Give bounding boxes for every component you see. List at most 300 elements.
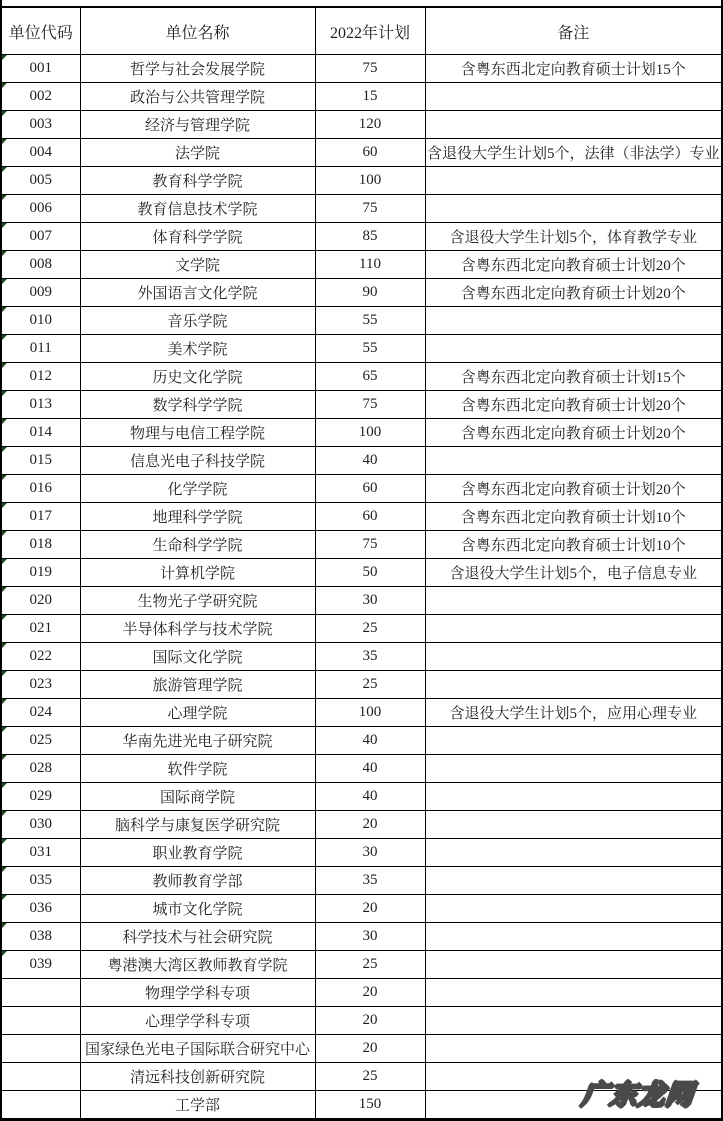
unit-name-cell-text: 历史文化学院: [152, 370, 243, 386]
cell-error-triangle-icon: [2, 895, 7, 900]
unit-code-cell: [1, 111, 80, 139]
cell-error-triangle-icon: [2, 839, 7, 844]
unit-code-cell: [1, 251, 80, 279]
unit-code-cell-text: 013: [29, 396, 52, 412]
plan-count-cell: [315, 867, 425, 895]
header-unit-name: 单位名称: [80, 7, 315, 55]
unit-code-cell: [1, 335, 80, 363]
unit-code-cell: [1, 1007, 80, 1035]
unit-name-cell: [80, 1091, 315, 1120]
unit-code-cell-text: 020: [29, 592, 52, 608]
remark-cell-text: 含退役大学生计划5个，法律（非法学）专业: [426, 146, 720, 162]
unit-code-cell: [1, 755, 80, 783]
unit-name-cell: [80, 923, 315, 951]
remark-cell: [425, 531, 722, 559]
unit-code-cell: [1, 811, 80, 839]
remark-cell: [425, 1035, 722, 1063]
unit-name-cell: [80, 699, 315, 727]
unit-name-cell: [80, 419, 315, 447]
remark-cell: [425, 363, 722, 391]
plan-count-cell: [315, 503, 425, 531]
plan-count-cell-text: 30: [362, 592, 378, 608]
cell-error-triangle-icon: [2, 363, 7, 368]
cell-error-triangle-icon: [2, 223, 7, 228]
remark-cell: [425, 839, 722, 867]
plan-count-cell: [315, 391, 425, 419]
plan-count-cell-text: 110: [359, 256, 381, 272]
unit-name-cell-text: 软件学院: [167, 762, 228, 778]
unit-name-cell: [80, 307, 315, 335]
remark-cell: [425, 923, 722, 951]
remark-cell: [425, 1007, 722, 1035]
unit-name-cell-text: 教师教育学部: [152, 874, 243, 890]
unit-code-cell-text: 038: [29, 928, 52, 944]
header-unit-code: 单位代码: [1, 7, 80, 55]
remark-cell: [425, 559, 722, 587]
plan-count-cell-text: 100: [358, 704, 382, 720]
plan-count-cell: [315, 223, 425, 251]
cell-error-triangle-icon: [2, 335, 7, 340]
unit-name-cell: [80, 1007, 315, 1035]
unit-code-cell: [1, 83, 80, 111]
unit-code-cell: [1, 923, 80, 951]
cell-error-triangle-icon: [2, 811, 7, 816]
unit-code-cell-text: 030: [29, 816, 52, 832]
unit-name-cell-text: 化学学院: [167, 482, 228, 498]
unit-name-cell-text: 数学科学学院: [152, 398, 243, 414]
unit-name-cell: [80, 559, 315, 587]
unit-code-cell: [1, 419, 80, 447]
unit-name-cell-text: 城市文化学院: [152, 902, 243, 918]
unit-name-cell-text: 政治与公共管理学院: [129, 90, 265, 106]
unit-name-cell-text: 计算机学院: [159, 566, 235, 582]
table-row: [1, 895, 722, 923]
unit-name-cell: [80, 895, 315, 923]
cell-error-triangle-icon: [2, 391, 7, 396]
unit-code-cell: [1, 559, 80, 587]
plan-count-cell: [315, 671, 425, 699]
plan-count-cell-text: 60: [362, 144, 378, 160]
unit-name-cell-text: 信息光电子科技学院: [129, 454, 265, 470]
unit-code-cell: [1, 699, 80, 727]
watermark-logo: 广东龙网: [580, 1080, 696, 1110]
header-plan-2022: 2022年计划: [315, 7, 425, 55]
unit-code-cell-text: 031: [29, 844, 52, 860]
remark-cell-text: 含粤东西北定向教育硕士计划20个: [460, 258, 686, 274]
remark-cell-text: 含粤东西北定向教育硕士计划20个: [460, 426, 686, 442]
unit-name-cell: [80, 279, 315, 307]
table-row: [1, 503, 722, 531]
cell-error-triangle-icon: [2, 531, 7, 536]
table-row: [1, 251, 722, 279]
remark-cell: [425, 307, 722, 335]
unit-code-cell-text: 006: [29, 200, 52, 216]
unit-name-cell-text: 物理与电信工程学院: [129, 426, 265, 442]
table-row: [1, 979, 722, 1007]
unit-code-cell: [1, 447, 80, 475]
unit-name-cell-text: 哲学与社会发展学院: [129, 62, 265, 78]
remark-cell-text: 含粤东西北定向教育硕士计划10个: [460, 510, 686, 526]
cell-error-triangle-icon: [2, 55, 7, 60]
unit-name-cell-text: 国际文化学院: [152, 650, 243, 666]
cell-error-triangle-icon: [2, 559, 7, 564]
unit-code-cell: [1, 223, 80, 251]
cell-error-triangle-icon: [2, 251, 7, 256]
unit-code-cell: [1, 307, 80, 335]
unit-name-cell: [80, 139, 315, 167]
unit-code-cell-text: 002: [29, 88, 52, 104]
unit-name-cell-text: 国际商学院: [159, 790, 235, 806]
unit-name-cell-text: 物理学学科专项: [144, 986, 250, 1002]
plan-count-cell: [315, 251, 425, 279]
unit-code-cell-text: 012: [29, 368, 52, 384]
unit-name-cell-text: 生物光子学研究院: [137, 594, 258, 610]
unit-name-cell-text: 教育信息技术学院: [137, 202, 258, 218]
cell-error-triangle-icon: [2, 83, 7, 88]
remark-cell: [425, 755, 722, 783]
unit-code-cell-text: 009: [29, 284, 52, 300]
unit-name-cell-text: 教育科学学院: [152, 174, 243, 190]
plan-count-cell: [315, 615, 425, 643]
unit-code-cell-text: 019: [29, 564, 52, 580]
plan-count-cell-text: 30: [362, 928, 378, 944]
unit-code-cell-text: 004: [29, 144, 52, 160]
unit-name-cell-text: 清远科技创新研究院: [129, 1070, 265, 1086]
unit-name-cell: [80, 979, 315, 1007]
unit-name-cell: [80, 223, 315, 251]
plan-count-cell: [315, 531, 425, 559]
plan-count-cell-text: 120: [358, 116, 382, 132]
unit-code-cell: [1, 895, 80, 923]
unit-code-cell-text: 021: [29, 620, 52, 636]
unit-code-cell: [1, 587, 80, 615]
unit-name-cell: [80, 783, 315, 811]
plan-count-cell: [315, 307, 425, 335]
cell-error-triangle-icon: [2, 643, 7, 648]
plan-count-cell: [315, 559, 425, 587]
table-row: [1, 923, 722, 951]
unit-code-cell-text: 023: [29, 676, 52, 692]
table-row: [1, 1035, 722, 1063]
unit-name-cell: [80, 475, 315, 503]
remark-cell: [425, 979, 722, 1007]
unit-name-cell: [80, 55, 315, 83]
unit-code-cell: [1, 503, 80, 531]
remark-cell: [425, 727, 722, 755]
plan-count-cell-text: 65: [362, 368, 378, 384]
plan-count-cell-text: 55: [362, 312, 378, 328]
plan-count-cell: [315, 783, 425, 811]
cell-error-triangle-icon: [2, 867, 7, 872]
plan-count-cell: [315, 83, 425, 111]
plan-count-cell-text: 150: [358, 1096, 382, 1112]
plan-count-cell-text: 20: [362, 984, 378, 1000]
unit-name-cell: [80, 867, 315, 895]
plan-count-cell: [315, 895, 425, 923]
unit-name-cell: [80, 727, 315, 755]
table-body: [1, 55, 722, 1120]
plan-count-cell-text: 35: [362, 872, 378, 888]
unit-name-cell-text: 心理学院: [167, 706, 228, 722]
table-row: [1, 727, 722, 755]
remark-cell: [425, 867, 722, 895]
plan-count-cell-text: 60: [362, 480, 378, 496]
unit-code-cell: [1, 867, 80, 895]
unit-name-cell-text: 地理科学学院: [152, 510, 243, 526]
remark-cell-text: 含粤东西北定向教育硕士计划20个: [460, 398, 686, 414]
plan-count-cell: [315, 167, 425, 195]
unit-name-cell-text: 经济与管理学院: [144, 118, 250, 134]
unit-name-cell: [80, 363, 315, 391]
plan-count-cell-text: 20: [362, 816, 378, 832]
unit-code-cell: [1, 139, 80, 167]
plan-count-cell-text: 100: [358, 172, 382, 188]
unit-name-cell: [80, 1035, 315, 1063]
plan-count-cell-text: 100: [358, 424, 382, 440]
unit-code-cell: [1, 979, 80, 1007]
unit-name-cell-text: 音乐学院: [167, 314, 228, 330]
remark-cell: [425, 615, 722, 643]
unit-code-cell: [1, 783, 80, 811]
unit-name-cell-text: 美术学院: [167, 342, 228, 358]
unit-code-cell-text: 003: [29, 116, 52, 132]
table-row: [1, 447, 722, 475]
unit-code-cell-text: 007: [29, 228, 52, 244]
unit-code-cell-text: 022: [29, 648, 52, 664]
cell-error-triangle-icon: [2, 419, 7, 424]
table-row: [1, 755, 722, 783]
unit-name-cell: [80, 447, 315, 475]
remark-cell-text: 含粤东西北定向教育硕士计划15个: [460, 370, 686, 386]
plan-count-cell: [315, 811, 425, 839]
unit-name-cell: [80, 111, 315, 139]
table-row: [1, 139, 722, 167]
unit-name-cell: [80, 755, 315, 783]
remark-cell: [425, 55, 722, 83]
unit-code-cell-text: 029: [29, 788, 52, 804]
table-row: [1, 335, 722, 363]
table-row: [1, 83, 722, 111]
remark-cell-text: 含退役大学生计划5个，电子信息专业: [449, 566, 697, 582]
plan-count-cell-text: 75: [362, 396, 378, 412]
plan-count-cell: [315, 1035, 425, 1063]
remark-cell: [425, 503, 722, 531]
remark-cell: [425, 811, 722, 839]
unit-code-cell: [1, 671, 80, 699]
remark-cell: [425, 643, 722, 671]
plan-count-cell: [315, 279, 425, 307]
unit-code-cell: [1, 167, 80, 195]
table-row: [1, 1007, 722, 1035]
plan-count-cell: [315, 587, 425, 615]
table-row: [1, 951, 722, 979]
cell-error-triangle-icon: [2, 307, 7, 312]
unit-name-cell-text: 科学技术与社会研究院: [122, 930, 273, 946]
unit-name-cell: [80, 643, 315, 671]
remark-cell: [425, 111, 722, 139]
table-row: [1, 419, 722, 447]
plan-count-cell-text: 35: [362, 648, 378, 664]
cell-error-triangle-icon: [2, 279, 7, 284]
plan-count-cell-text: 40: [362, 788, 378, 804]
remark-cell-text: 含粤东西北定向教育硕士计划10个: [460, 538, 686, 554]
cell-error-triangle-icon: [2, 195, 7, 200]
remark-cell: [425, 335, 722, 363]
plan-count-cell-text: 25: [362, 1068, 378, 1084]
remark-cell: [425, 195, 722, 223]
unit-code-cell-text: 028: [29, 760, 52, 776]
remark-cell: [425, 83, 722, 111]
unit-name-cell: [80, 195, 315, 223]
header-row: [1, 7, 722, 55]
cell-error-triangle-icon: [2, 447, 7, 452]
plan-count-cell-text: 90: [362, 284, 378, 300]
unit-name-cell-text: 文学院: [174, 258, 220, 274]
table-row: [1, 699, 722, 727]
unit-name-cell: [80, 1063, 315, 1091]
unit-code-cell: [1, 55, 80, 83]
cell-error-triangle-icon: [2, 139, 7, 144]
table-row: [1, 811, 722, 839]
unit-code-cell: [1, 1035, 80, 1063]
unit-code-cell: [1, 727, 80, 755]
remark-cell: [425, 391, 722, 419]
unit-code-cell-text: 024: [29, 704, 52, 720]
plan-count-cell-text: 40: [362, 760, 378, 776]
unit-name-cell: [80, 503, 315, 531]
cell-error-triangle-icon: [2, 167, 7, 172]
plan-count-cell: [315, 699, 425, 727]
cell-error-triangle-icon: [2, 503, 7, 508]
plan-count-cell-text: 20: [362, 900, 378, 916]
unit-name-cell-text: 半导体科学与技术学院: [122, 622, 273, 638]
cell-error-triangle-icon: [2, 727, 7, 732]
unit-name-cell-text: 生命科学学院: [152, 538, 243, 554]
plan-count-cell: [315, 1007, 425, 1035]
table-row: [1, 475, 722, 503]
plan-count-cell: [315, 363, 425, 391]
table-row: [1, 643, 722, 671]
plan-count-cell-text: 75: [362, 60, 378, 76]
plan-count-cell: [315, 55, 425, 83]
unit-code-cell-text: 010: [29, 312, 52, 328]
unit-code-cell-text: 001: [29, 60, 52, 76]
cell-error-triangle-icon: [2, 671, 7, 676]
table-row: [1, 615, 722, 643]
remark-cell: [425, 223, 722, 251]
plan-count-cell: [315, 195, 425, 223]
unit-code-cell: [1, 391, 80, 419]
remark-cell: [425, 475, 722, 503]
unit-name-cell-text: 粤港澳大湾区教师教育学院: [107, 958, 288, 974]
cell-error-triangle-icon: [2, 699, 7, 704]
plan-count-cell-text: 25: [362, 676, 378, 692]
unit-code-cell-text: 005: [29, 172, 52, 188]
remark-cell: [425, 587, 722, 615]
plan-count-cell-text: 60: [362, 508, 378, 524]
plan-count-cell: [315, 1091, 425, 1120]
unit-name-cell: [80, 671, 315, 699]
plan-count-cell-text: 20: [362, 1012, 378, 1028]
remark-cell: [425, 699, 722, 727]
cell-error-triangle-icon: [2, 783, 7, 788]
unit-name-cell-text: 职业教育学院: [152, 846, 243, 862]
cell-error-triangle-icon: [2, 475, 7, 480]
unit-code-cell: [1, 615, 80, 643]
cell-error-triangle-icon: [2, 587, 7, 592]
unit-code-cell-text: 025: [29, 732, 52, 748]
table-row: [1, 223, 722, 251]
remark-cell: [425, 447, 722, 475]
plan-count-cell-text: 75: [362, 536, 378, 552]
remark-cell: [425, 139, 722, 167]
unit-code-cell-text: 015: [29, 452, 52, 468]
plan-count-cell-text: 20: [362, 1040, 378, 1056]
plan-count-cell: [315, 951, 425, 979]
remark-cell-text: 含退役大学生计划5个，应用心理专业: [449, 706, 697, 722]
table-row: [1, 559, 722, 587]
plan-count-cell-text: 25: [362, 620, 378, 636]
plan-count-cell-text: 75: [362, 200, 378, 216]
unit-code-cell: [1, 195, 80, 223]
unit-name-cell: [80, 811, 315, 839]
table-row: [1, 839, 722, 867]
unit-name-cell-text: 脑科学与康复医学研究院: [114, 818, 280, 834]
unit-name-cell: [80, 951, 315, 979]
unit-name-cell: [80, 615, 315, 643]
table-row: [1, 167, 722, 195]
table-row: [1, 867, 722, 895]
plan-count-cell-text: 40: [362, 452, 378, 468]
unit-code-cell-text: 035: [29, 872, 52, 888]
cell-error-triangle-icon: [2, 111, 7, 116]
table-row: [1, 391, 722, 419]
unit-code-cell-text: 014: [29, 424, 52, 440]
plan-count-cell: [315, 419, 425, 447]
cell-error-triangle-icon: [2, 923, 7, 928]
remark-cell-text: 含粤东西北定向教育硕士计划15个: [460, 62, 686, 78]
unit-name-cell-text: 外国语言文化学院: [137, 286, 258, 302]
unit-code-cell-text: 036: [29, 900, 52, 916]
remark-cell: [425, 671, 722, 699]
unit-code-cell: [1, 363, 80, 391]
unit-name-cell: [80, 587, 315, 615]
unit-code-cell: [1, 643, 80, 671]
plan-count-cell-text: 85: [362, 228, 378, 244]
table-row: [1, 279, 722, 307]
unit-name-cell: [80, 251, 315, 279]
table-row: [1, 195, 722, 223]
remark-cell: [425, 951, 722, 979]
unit-name-cell: [80, 335, 315, 363]
unit-name-cell-text: 体育科学学院: [152, 230, 243, 246]
table-row: [1, 363, 722, 391]
unit-code-cell-text: 016: [29, 480, 52, 496]
remark-cell: [425, 167, 722, 195]
unit-code-cell-text: 017: [29, 508, 52, 524]
plan-count-cell: [315, 979, 425, 1007]
unit-name-cell-text: 国家绿色光电子国际联合研究中心: [84, 1042, 310, 1058]
unit-code-cell: [1, 531, 80, 559]
plan-count-cell: [315, 447, 425, 475]
unit-name-cell: [80, 167, 315, 195]
remark-cell: [425, 419, 722, 447]
plan-count-cell: [315, 839, 425, 867]
plan-count-cell: [315, 1063, 425, 1091]
plan-count-cell-text: 15: [362, 88, 378, 104]
cell-error-triangle-icon: [2, 951, 7, 956]
cell-error-triangle-icon: [2, 615, 7, 620]
